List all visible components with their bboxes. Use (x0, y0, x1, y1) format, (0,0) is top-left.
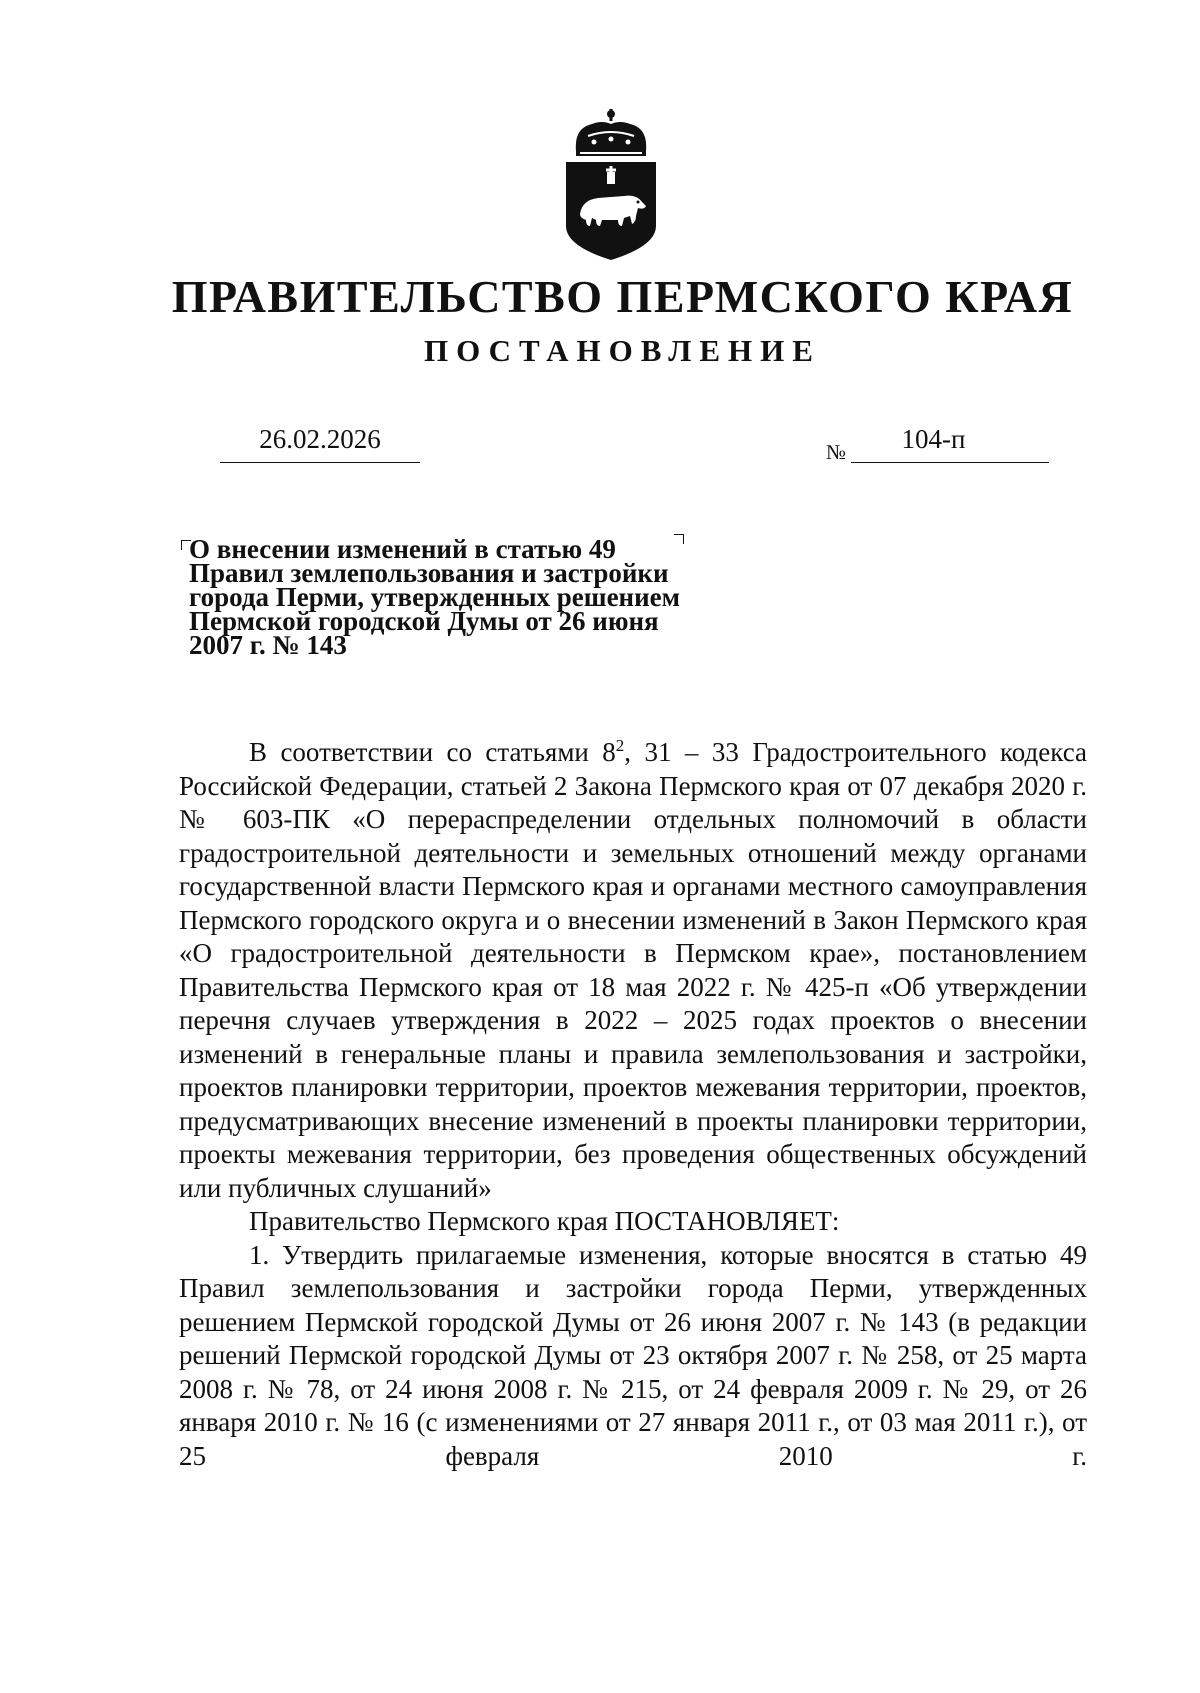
decree-subject (189, 534, 729, 660)
article-superscript: 2 (615, 736, 625, 755)
number-underline (851, 462, 1049, 463)
document-type: ПОСТАНОВЛЕНИЕ (424, 333, 821, 368)
preamble-rest: , 31 – 33 Градостроительного кодекса Российской Федерации, статьей 2 Закона Пермского края от 07 декабря 2020 г. № 603-ПК «О перераспределении отдельных полномочий в области градостроительной деятельности и земельных отношений между органами государственной власти Пермского края и органами местного самоуправления Пермского городского округа и о внесении изменений в Закон Пермского края «О градостроительной деятельности в Пермском крае», постановлением Правительства Пермского края от 18 мая 2022 г. № 425-п «Об утверждении перечня случаев утверждения в 2022 – 2025 годах проектов о внесении изменений в генеральные планы и правила землепользования и застройки, проектов планировки территории, проектов межевания территории, проектов, предусматривающих внесение изменений в проекты планировки территории, проекты межевания территории, без проведения общественных обсуждений или публичных слушаний» (179, 737, 1087, 1203)
perm-krai-coat-of-arms-icon (566, 106, 656, 260)
subject-line: 2007 г. № 143 (189, 630, 347, 660)
date-underline (220, 462, 420, 463)
decree-number: 104-п (901, 424, 966, 454)
subject-line: города Перми, утвержденных решением (189, 582, 681, 612)
government-title: ПРАВИТЕЛЬСТВО ПЕРМСКОГО КРАЯ (171, 271, 1074, 322)
decree-date: 26.02.2026 (259, 424, 381, 454)
number-sign: № (826, 440, 847, 464)
subject-line: О внесении изменений в статью 49 (189, 534, 616, 564)
resolution-paragraph: Правительство Пермского края ПОСТАНОВЛЯЕТ: (249, 1206, 840, 1236)
subject-line: Правил землепользования и застройки (189, 558, 669, 588)
preamble-paragraph (179, 736, 1087, 1205)
decree-body (179, 736, 1087, 1473)
clause-1-paragraph: 1. Утвердить прилагаемые изменения, которые вносятся в статью 49 Правил землепользования и застройки города Перми, утвержденных решением Пермской городской Думы от 26 июня 2007 г. № 143 (в редакции решений Пермской городской Думы от 23 октября 2007 г. № 258, от 25 марта 2008 г. № 78, от 24 июня 2008 г. № 215, от 24 февраля 2009 г. № 29, от 26 января 2010 г. № 16 (с изменениями от 27 января 2011 г., от 03 мая 2011 г.), от 25 февраля 2010 г. (179, 1239, 1087, 1471)
preamble-start: В соответствии со статьями 8 (249, 737, 616, 767)
subject-line: Пермской городской Думы от 26 июня (189, 606, 659, 636)
